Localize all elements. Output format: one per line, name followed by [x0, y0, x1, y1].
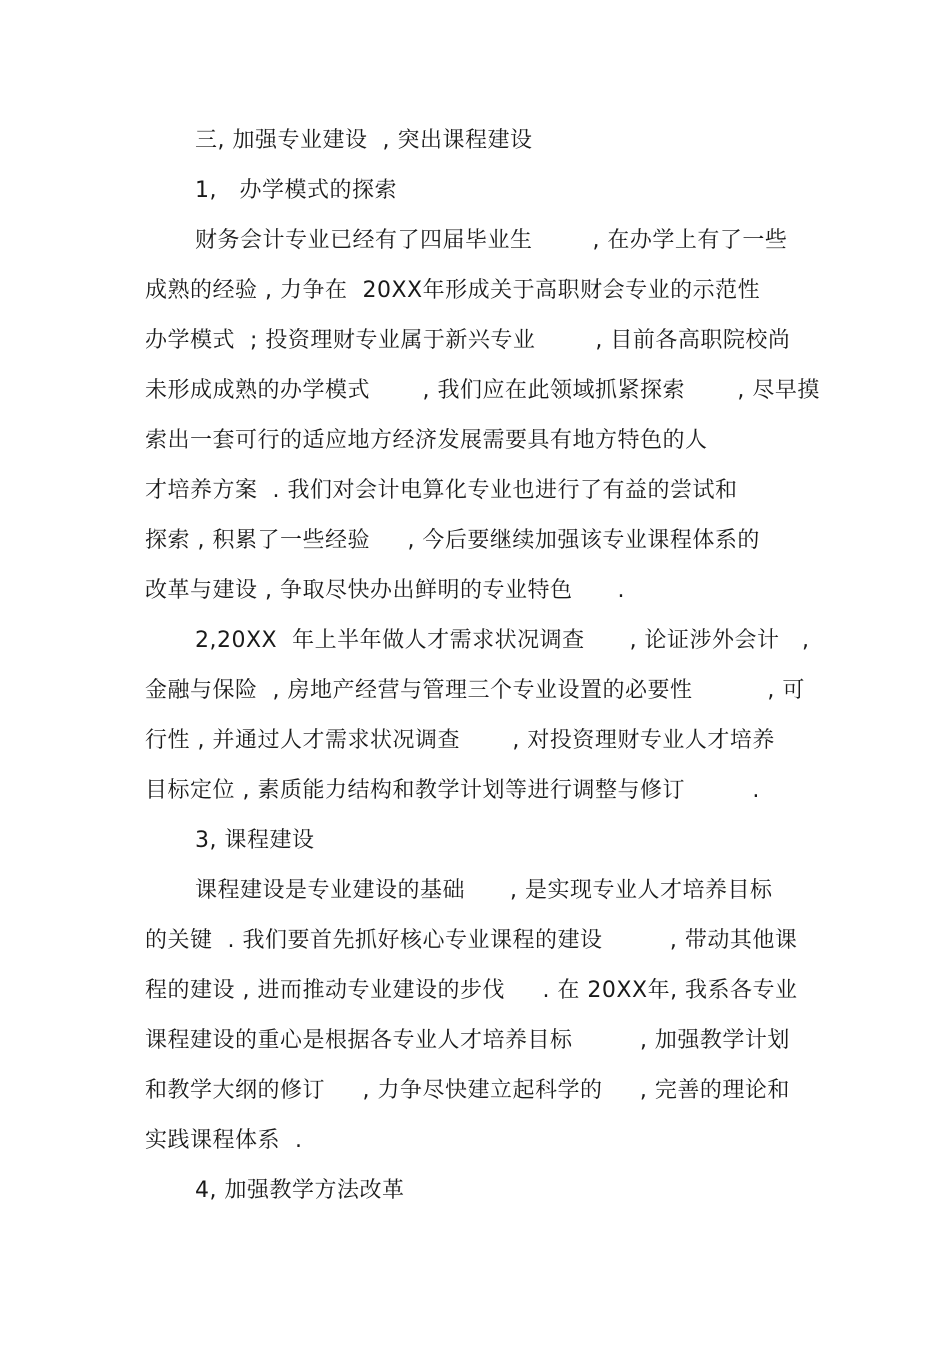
paragraph-line: 探索 , 积累了一些经验 , 今后要继续加强该专业课程体系的 — [145, 528, 760, 553]
paragraph-line: 未形成成熟的办学模式 , 我们应在此领域抓紧探索 , 尽早摸 — [145, 378, 820, 403]
paragraph-line: 行性 , 并通过人才需求状况调查 , 对投资理财专业人才培养 — [145, 728, 775, 753]
paragraph-line: 改革与建设 , 争取尽快办出鲜明的专业特色 . — [145, 578, 625, 603]
paragraph-line: 办学模式 ; 投资理财专业属于新兴专业 , 目前各高职院校尚 — [145, 328, 791, 353]
paragraph-line: 课程建设的重心是根据各专业人才培养目标 , 加强教学计划 — [145, 1028, 790, 1053]
paragraph-line: 目标定位 , 素质能力结构和教学计划等进行调整与修订 . — [145, 778, 760, 803]
paragraph-line: 成熟的经验 , 力争在 20XX年形成关于高职财会专业的示范性 — [145, 278, 761, 303]
section-heading: 三, 加强专业建设 , 突出课程建设 — [195, 128, 533, 153]
subsection-heading: 1, 办学模式的探索 — [195, 178, 397, 203]
paragraph-line: 索出一套可行的适应地方经济发展需要具有地方特色的人 — [145, 428, 708, 453]
paragraph-line: 的关键 . 我们要首先抓好核心专业课程的建设 , 带动其他课 — [145, 928, 798, 953]
paragraph-line: 金融与保险 , 房地产经营与管理三个专业设置的必要性 , 可 — [145, 678, 805, 703]
paragraph-line: 实践课程体系 . — [145, 1128, 303, 1153]
subsection-heading: 4, 加强教学方法改革 — [195, 1178, 405, 1203]
paragraph-line: 财务会计专业已经有了四届毕业生 , 在办学上有了一些 — [195, 228, 788, 253]
paragraph-line: 程的建设 , 进而推动专业建设的步伐 . 在 20XX年, 我系各专业 — [145, 978, 798, 1003]
paragraph-line: 才培养方案 . 我们对会计电算化专业也进行了有益的尝试和 — [145, 478, 738, 503]
subsection-heading: 3, 课程建设 — [195, 828, 315, 853]
paragraph-line: 2,20XX 年上半年做人才需求状况调查 , 论证涉外会计 , — [195, 628, 810, 653]
paragraph-line: 和教学大纲的修订 , 力争尽快建立起科学的 , 完善的理论和 — [145, 1078, 790, 1103]
paragraph-line: 课程建设是专业建设的基础 , 是实现专业人才培养目标 — [195, 878, 773, 903]
